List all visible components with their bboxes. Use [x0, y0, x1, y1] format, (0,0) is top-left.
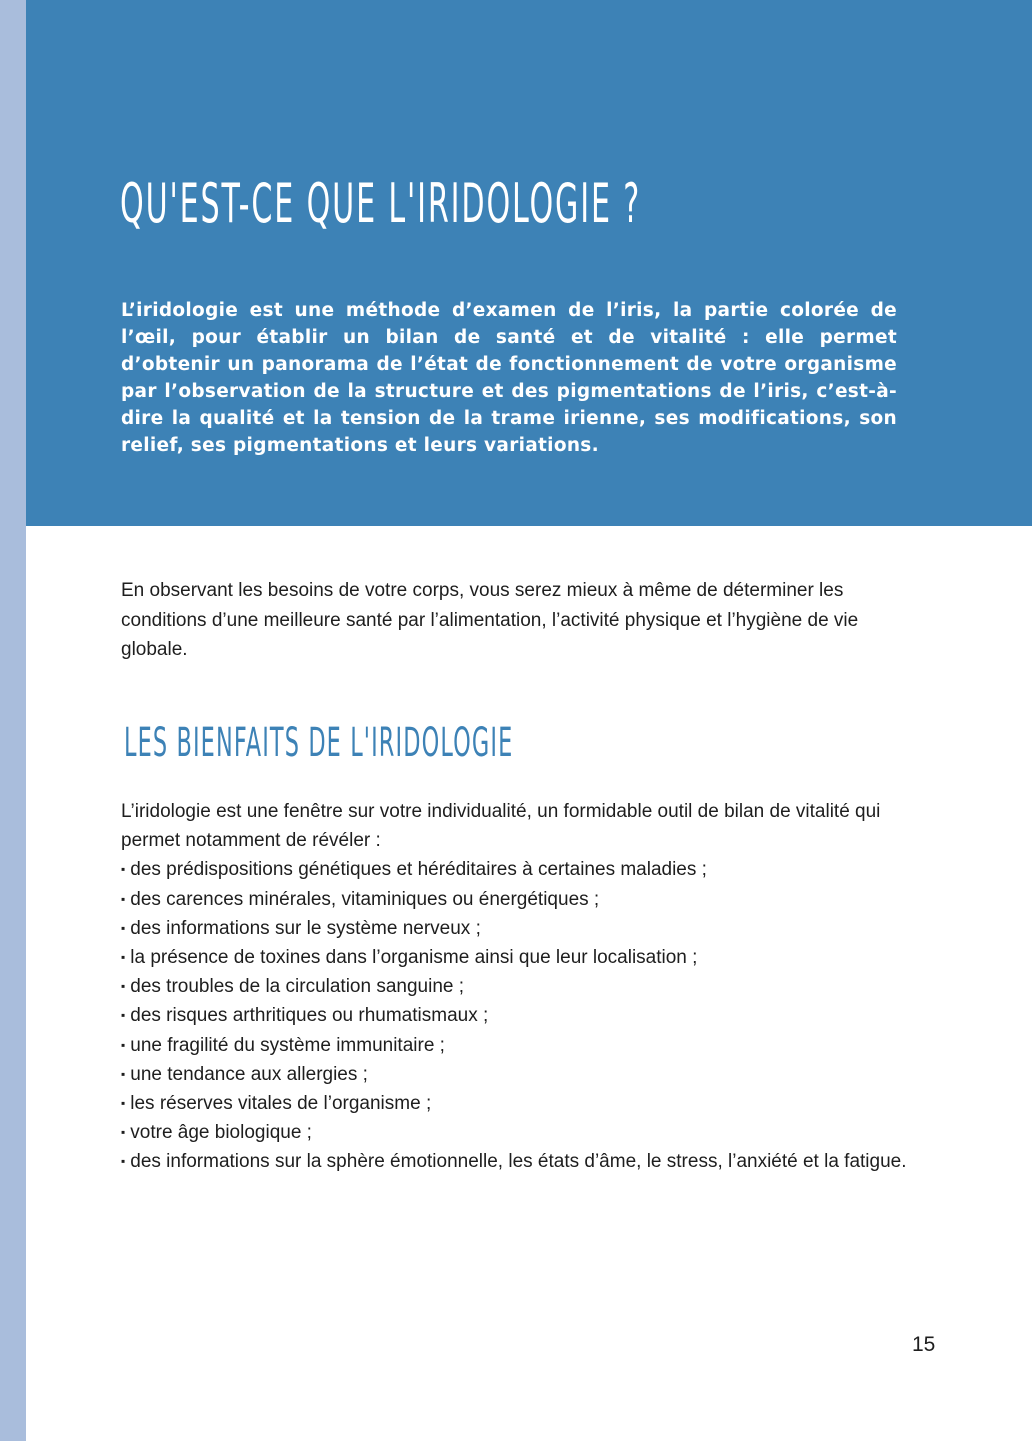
list-item-text: des troubles de la circulation sanguine ;	[130, 976, 465, 998]
bullet-icon: ▪	[121, 1037, 126, 1052]
bullet-icon: ▪	[121, 891, 126, 906]
bullet-icon: ▪	[121, 1066, 126, 1081]
bullet-icon: ▪	[121, 1096, 126, 1111]
list-item-text: des informations sur le système nerveux ;	[130, 917, 481, 939]
benefits-lead: L’iridologie est une fenêtre sur votre individualité, un formidable outil de bilan de vitalité qui permet notamment de révéler :	[121, 801, 881, 852]
list-item-text: les réserves vitales de l’organisme ;	[130, 1093, 432, 1115]
side-strip	[0, 0, 26, 1441]
list-item	[121, 1147, 911, 1176]
list-item	[121, 1060, 911, 1089]
list-item	[121, 885, 911, 914]
benefits-list	[121, 855, 911, 1176]
bullet-icon: ▪	[121, 862, 126, 877]
bullet-icon: ▪	[121, 1154, 126, 1169]
benefits-block	[121, 797, 911, 1177]
page-number: 15	[912, 1333, 936, 1356]
list-item-text: votre âge biologique ;	[130, 1122, 312, 1144]
list-item	[121, 943, 911, 972]
list-item	[121, 1089, 911, 1118]
bullet-icon: ▪	[121, 979, 126, 994]
body-paragraph: En observant les besoins de votre corps, vous serez mieux à même de déterminer les conditions d’une meilleure santé par l’alimentation, l’activité physique et l’hygiène de vie globale.	[121, 580, 859, 660]
list-item-text: la présence de toxines dans l’organisme ainsi que leur localisation ;	[130, 947, 698, 969]
intro-paragraph: L’iridologie est une méthode d’examen de l’iris, la partie colorée de l’œil, pour établir un bilan de santé et de vitalité : elle permet d’obtenir un panorama de l’état de fonctionnement de votre organisme par l’observation de la structure et des pigmentations de l’iris, c’est-à-dire la qualité et la tension de la trame irienne, ses modifications, son relief, ses pigmentations et leurs variations.	[121, 300, 897, 456]
list-item-text: une fragilité du système immunitaire ;	[130, 1034, 445, 1056]
page-title: QU'EST-CE QUE L'IRIDOLOGIE ?	[120, 172, 642, 235]
list-item	[121, 1031, 911, 1060]
section-title: LES BIENFAITS DE L'IRIDOLOGIE	[124, 720, 514, 766]
list-item	[121, 972, 911, 1001]
list-item	[121, 914, 911, 943]
bullet-icon: ▪	[121, 1125, 126, 1140]
list-item	[121, 855, 911, 884]
list-item-text: des informations sur la sphère émotionnelle, les états d’âme, le stress, l’anxiété et la fatigue.	[130, 1151, 907, 1173]
bullet-icon: ▪	[121, 920, 126, 935]
list-item	[121, 1001, 911, 1030]
bullet-icon: ▪	[121, 950, 126, 965]
list-item	[121, 1118, 911, 1147]
list-item-text: des carences minérales, vitaminiques ou énergétiques ;	[130, 888, 600, 910]
list-item-text: des risques arthritiques ou rhumatismaux ;	[130, 1005, 489, 1027]
list-item-text: une tendance aux allergies ;	[130, 1063, 368, 1085]
list-item-text: des prédispositions génétiques et héréditaires à certaines maladies ;	[130, 859, 707, 881]
bullet-icon: ▪	[121, 1008, 126, 1023]
